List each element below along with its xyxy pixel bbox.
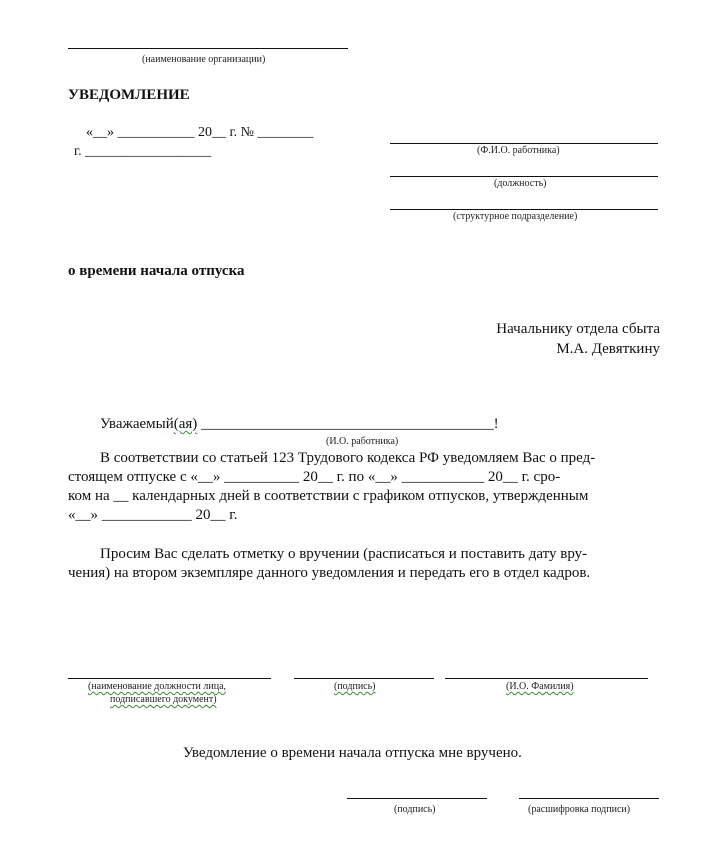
signer-signature-line[interactable] [294,678,434,679]
org-name-line[interactable] [68,48,348,49]
doc-subject: о времени начала отпуска [68,263,245,279]
greeting-caption: (И.О. работника) [326,436,399,447]
signer-position-caption-1: (наименование должности лица, [88,681,227,692]
employee-department-line[interactable] [390,209,658,210]
paragraph2-line-1: Просим Вас сделать отметку о вручении (расписаться и поставить дату вру- [100,546,588,562]
employee-fio-caption: (Ф.И.О. работника) [477,145,560,156]
doc-title: УВЕДОМЛЕНИЕ [68,87,190,103]
greeting-prefix: Уважаемый [100,416,174,432]
paragraph1-line-1: В соответствии со статьей 123 Трудового кодекса РФ уведомляем Вас о пред- [100,450,596,466]
signer-name-line[interactable] [445,678,648,679]
paragraph1-line-2: стоящем отпуске с «__» __________ 20__ г. по «__» ___________ 20__ г. сро- [68,469,561,485]
recipient-line-2: М.А. Девяткину [556,341,660,357]
date-number-line[interactable]: «__» ___________ 20__ г. № ________ [86,125,314,140]
greeting-name-blank[interactable]: _______________________________________! [201,416,499,432]
signer-name-caption: (И.О. Фамилия) [506,681,574,692]
signer-signature-caption: (подпись) [334,681,376,692]
employee-position-line[interactable] [390,176,658,177]
ack-signature-caption: (подпись) [394,804,436,815]
employee-department-caption: (структурное подразделение) [453,211,578,222]
city-line[interactable]: г. __________________ [74,144,212,159]
signer-position-caption-2: подписавшего документ) [110,694,217,705]
greeting-suffix: (ая) [173,416,198,432]
ack-signature-line[interactable] [347,798,487,799]
org-caption: (наименование организации) [142,54,266,65]
greeting-line [100,416,499,433]
acknowledgement-text: Уведомление о времени начала отпуска мне вручено. [183,745,522,761]
ack-decoding-caption: (расшифровка подписи) [528,804,631,815]
paragraph1-line-4: «__» ____________ 20__ г. [68,507,238,523]
paragraph2-line-2: чения) на втором экземпляре данного уведомления и передать его в отдел кадров. [68,565,591,581]
employee-position-caption: (должность) [494,178,547,189]
paragraph1-line-3: ком на __ календарных дней в соответствии с графиком отпусков, утвержденным [68,488,589,504]
recipient-line-1: Начальнику отдела сбыта [496,321,660,337]
ack-decoding-line[interactable] [519,798,659,799]
signer-position-line[interactable] [68,678,271,679]
employee-fio-line[interactable] [390,143,658,144]
